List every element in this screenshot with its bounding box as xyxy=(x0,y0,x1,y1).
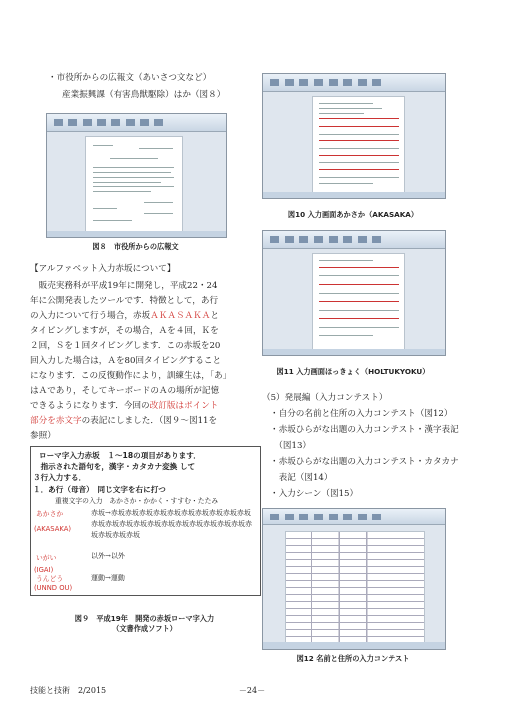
highlight-text: ＡＫＡＳＡＫＡ xyxy=(150,311,211,321)
paragraph-text: タイピングしますが，その場合，Ａを４回，Ｋを xyxy=(30,326,219,336)
paragraph-text: 参照） xyxy=(30,431,56,441)
fig8-caption: 図８ 市役所からの広報文 xyxy=(92,242,179,251)
list-item: ・入力シーン（図15） xyxy=(270,489,359,499)
fig9-caption-1: 図９ 平成19年 開発の赤坂ローマ字入力 xyxy=(74,614,215,623)
paragraph-text: の入力について行う場合，赤坂 xyxy=(30,311,151,321)
fig9-roma-1: (AKASAKA) xyxy=(34,525,72,533)
fig9-kana-2: いがい xyxy=(36,554,57,562)
fig9-roma-3: (UNND OU) xyxy=(34,584,73,592)
body-paragraph xyxy=(30,279,262,444)
fig9-caption-2: （文書作成ソフト） xyxy=(112,624,177,633)
bullet-line: ・市役所からの広報文（あいさつ文など） xyxy=(48,73,212,83)
footer-journal: 技能と技術 2/2015 xyxy=(30,686,107,695)
paragraph-text: ２回，Ｓを１回タイピングします．この赤坂を20 xyxy=(30,341,221,351)
paragraph-line xyxy=(30,309,262,324)
fig12-table xyxy=(285,531,425,642)
fig9-kana-1: あかさか xyxy=(36,510,64,518)
fig10-caption: 図10 入力画面あかさか（AKASAKA） xyxy=(287,210,419,219)
list-item: （図13） xyxy=(270,441,312,451)
fig9-kana-3: うんどう xyxy=(36,575,64,583)
fig11-screenshot xyxy=(262,230,446,356)
paragraph-line xyxy=(30,279,262,294)
paragraph-text: と xyxy=(210,311,219,321)
fig9-box xyxy=(30,446,261,596)
list-item: ・自分の名前と住所の入力コンテスト（図12） xyxy=(270,409,453,419)
list-heading: （5）発展編（入力コンテスト） xyxy=(262,393,388,403)
fig11-caption: 図11 入力画面ほっきょく（HOLTUKYOKU） xyxy=(276,367,430,376)
fig9-title-1: ローマ字入力赤坂 １～18の項目があります． xyxy=(39,451,201,460)
paragraph-line xyxy=(30,399,262,414)
bullet-indent: 産業振興課（有害鳥獣駆除）はか（図８） xyxy=(62,90,226,100)
list-item: ・赤坂ひらがな出題の入力コンテスト・漢字表記 xyxy=(270,425,459,435)
fig12-caption: 図12 名前と住所の入力コンテスト xyxy=(296,654,410,663)
page-number: －24－ xyxy=(238,686,266,695)
paragraph-line xyxy=(30,294,262,309)
list-item: ・赤坂ひらがな出題の入力コンテスト・カタカナ xyxy=(270,457,459,467)
list-item: 表記（図14） xyxy=(270,473,333,483)
paragraph-line xyxy=(30,324,262,339)
paragraph-text: になります．この反復動作により，訓練生は，「あ」 xyxy=(30,371,232,381)
fig9-row1-sub: 重複文字の入力 あかさか・かかく・すすむ・たたみ xyxy=(55,497,219,505)
paragraph-line xyxy=(30,339,262,354)
fig9-title-3: ３行入力する． xyxy=(33,473,87,482)
fig9-text-1: 赤坂→赤坂赤坂赤坂赤坂赤坂赤坂赤坂赤坂赤坂赤坂赤坂赤坂赤坂赤坂赤坂赤坂赤坂赤坂赤坂赤坂赤坂赤坂赤坂赤坂赤坂 xyxy=(91,509,252,539)
fig9-roma-2: (IGAI) xyxy=(34,566,54,574)
fig9-text-2: 以外→以外 xyxy=(91,552,125,560)
section-heading: 【アルファベット入力赤坂について】 xyxy=(30,264,176,274)
paragraph-line xyxy=(30,429,262,444)
fig8-screenshot xyxy=(46,113,227,238)
fig12-screenshot xyxy=(262,508,446,650)
paragraph-text: の表記にしました．（図９～図11を xyxy=(81,416,218,426)
paragraph-text: はＡであり，そしてキーボードのＡの場所が記憶 xyxy=(30,386,220,396)
paragraph-text: できるようになります．今回の xyxy=(30,401,150,411)
paragraph-text: 販売実務科が平成19年に開発し，平成22・24 xyxy=(30,281,218,291)
fig9-row1-label: １．あ行（母音） 同じ文字を右に打つ xyxy=(33,485,166,494)
fig10-screenshot xyxy=(262,73,446,199)
paragraph-line xyxy=(30,384,262,399)
fig9-text-3: 運動→運動 xyxy=(91,574,125,582)
highlight-text: 改訂版はポイント xyxy=(149,401,219,411)
highlight-text: 部分を赤文字 xyxy=(30,416,82,426)
paragraph-text: 年に公開発表したツールです．特徴として，あ行 xyxy=(30,296,219,306)
paragraph-line xyxy=(30,414,262,429)
paragraph-line xyxy=(30,354,262,369)
paragraph-text: 回入力した場合は，Ａを80回タイピングすること xyxy=(30,356,222,366)
fig9-title-2: 指示された語句を，漢字・カタカナ変換 して xyxy=(33,462,196,471)
paragraph-line xyxy=(30,369,262,384)
